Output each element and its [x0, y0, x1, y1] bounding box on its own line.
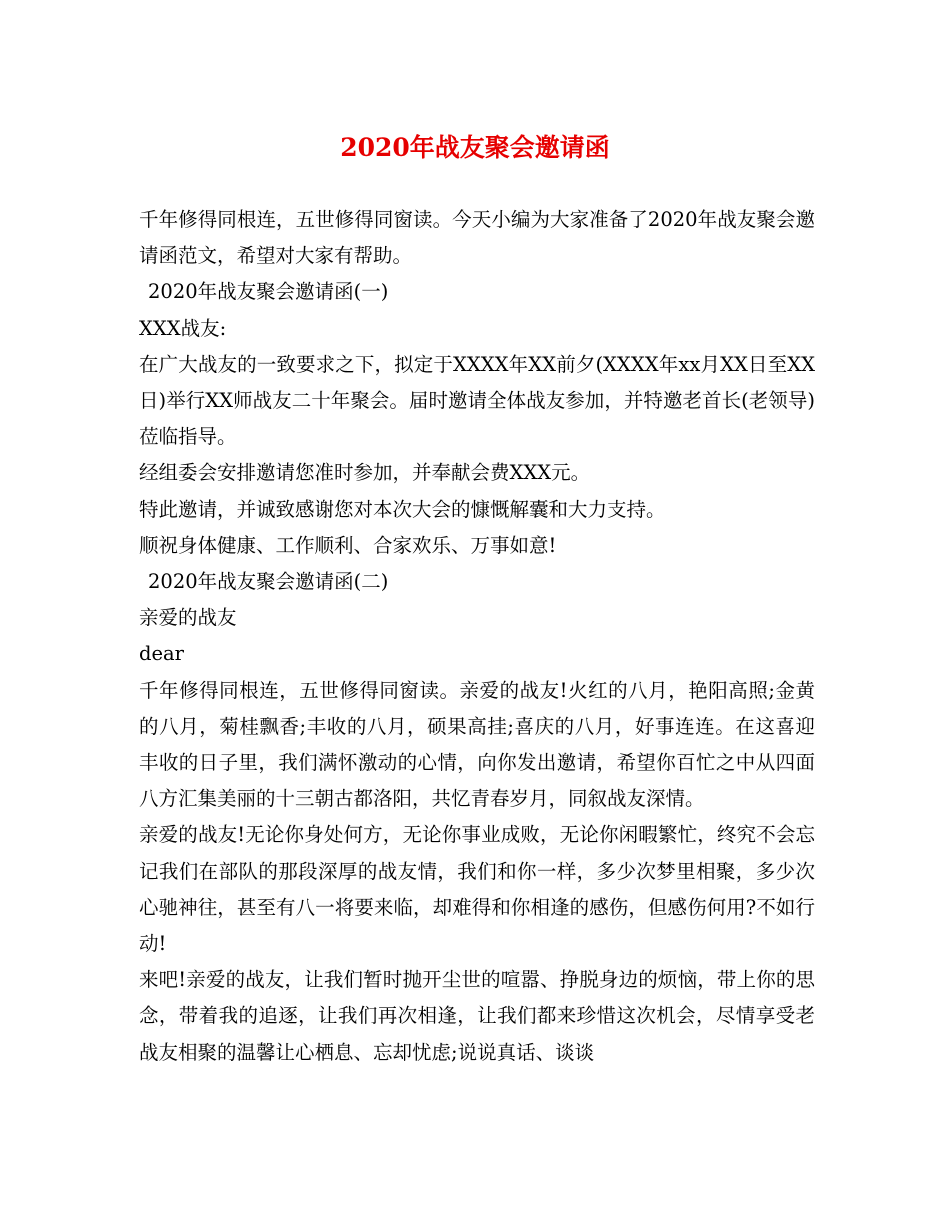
salutation-2: 亲爱的战友 — [139, 606, 237, 630]
document-title: 2020年战友聚会邀请函 — [340, 133, 610, 162]
intro-paragraph: 千年修得同根连，五世修得同窗读。今天小编为大家准备了2020年战友聚会邀请函范文，希望对大家有帮助。 — [139, 208, 815, 268]
salutation-english: dear — [139, 642, 184, 666]
invitation-paragraph: 在广大战友的一致要求之下，拟定于XXXX年XX前夕(XXXX年xx月XX日至XX日)举行XX师战友二十年聚会。届时邀请全体战友参加，并特邀老首长(老领导)莅临指导。 — [139, 352, 815, 449]
salutation-1: XXX战友: — [139, 316, 227, 340]
thanks-paragraph: 特此邀请，并诚致感谢您对本次大会的慷慨解囊和大力支持。 — [139, 497, 666, 521]
letter-paragraph-1: 千年修得同根连，五世修得同窗读。亲爱的战友!火红的八月，艳阳高照;金黄的八月，菊桂飘香;丰收的八月，硕果高挂;喜庆的八月，好事连连。在这喜迎丰收的日子里，我们满怀激动的心情，向你发出邀请，希望你百忙之中从四面八方汇集美丽的十三朝古都洛阳，共忆青春岁月，同叙战友深情。 — [139, 678, 815, 811]
letter-paragraph-3: 来吧!亲爱的战友，让我们暂时抛开尘世的喧嚣、挣脱身边的烦恼，带上你的思念，带着我的追逐，让我们再次相逢，让我们都来珍惜这次机会，尽情享受老战友相聚的温馨让心栖息、忘却忧虑;说说真话、谈谈 — [139, 968, 815, 1064]
section-heading-2: 2020年战友聚会邀请函(二) — [148, 570, 389, 594]
wishes-paragraph: 顺祝身体健康、工作顺利、合家欢乐、万事如意! — [139, 533, 557, 557]
fee-paragraph: 经组委会安排邀请您准时参加，并奉献会费XXX元。 — [139, 461, 591, 485]
letter-paragraph-2: 亲爱的战友!无论你身处何方，无论你事业成败，无论你闲暇繁忙，终究不会忘记我们在部队的那段深厚的战友情，我们和你一样，多少次梦里相聚，多少次心驰神往，甚至有八一将要来临，却难得和你相逢的感伤，但感伤何用?不如行动! — [139, 823, 815, 956]
document-body — [139, 202, 815, 1071]
section-heading-1: 2020年战友聚会邀请函(一) — [148, 280, 389, 304]
